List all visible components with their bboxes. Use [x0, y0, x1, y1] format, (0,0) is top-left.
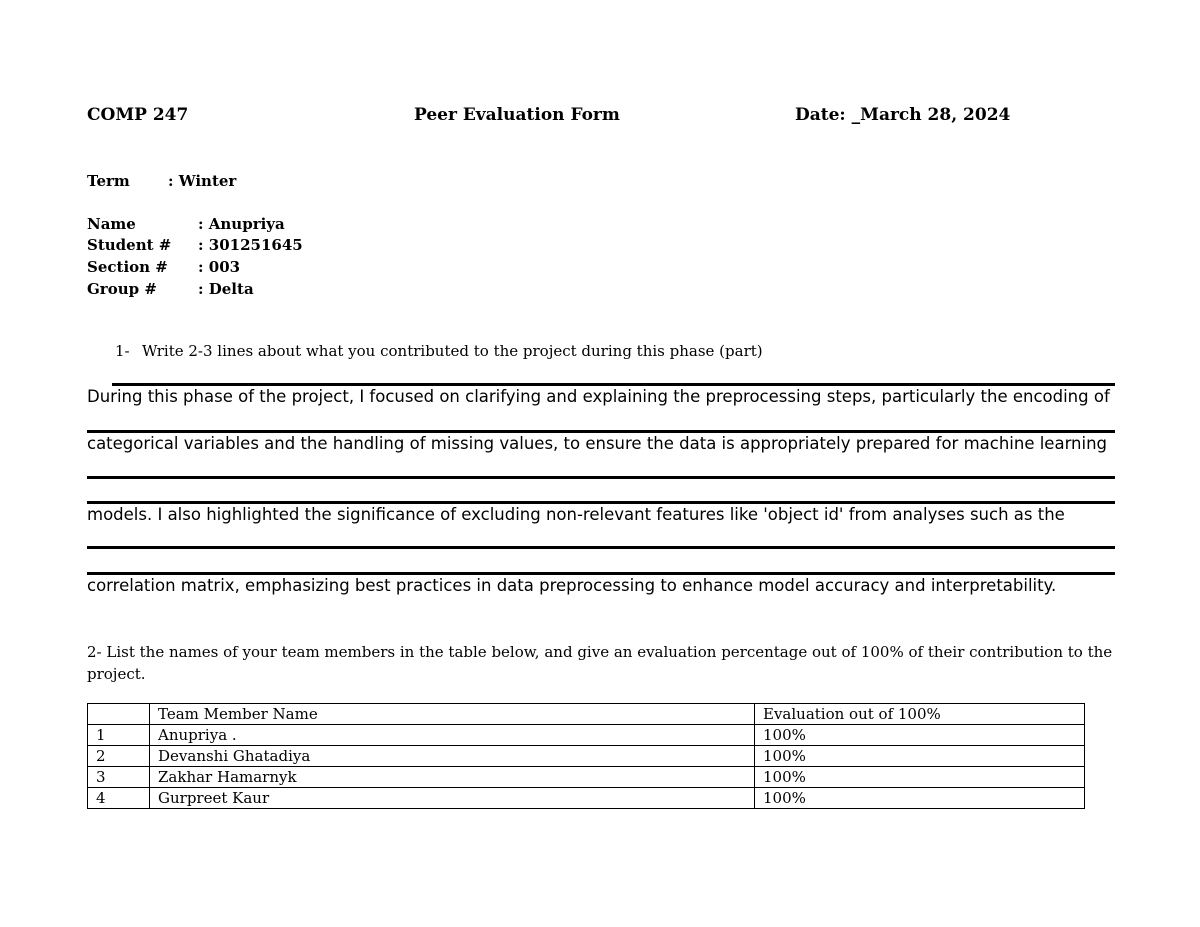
student-label: Student #	[87, 236, 172, 254]
section-label: Section #	[87, 258, 168, 276]
form-title: Peer Evaluation Form	[414, 105, 620, 125]
row-number: 4	[88, 788, 150, 809]
table-header-cell: Evaluation out of 100%	[755, 704, 1085, 725]
question-1-text: Write 2-3 lines about what you contributed to the project during this phase (part)	[142, 342, 763, 360]
group-label: Group #	[87, 280, 157, 298]
date-field: Date: _March 28, 2024	[795, 105, 1011, 125]
answer-line-2: categorical variables and the handling of missing values, to ensure the data is appropriately prepared for machine learning	[87, 434, 1108, 453]
question-2-text: 2- List the names of your team members in the table below, and give an evaluation percentage out of 100% of their contribution to the project.	[87, 643, 1113, 683]
row-number: 2	[88, 746, 150, 767]
member-name: Gurpreet Kaur	[150, 788, 755, 809]
answer-line-4: correlation matrix, emphasizing best practices in data preprocessing to enhance model accuracy and interpretability.	[87, 576, 1057, 595]
member-evaluation: 100%	[755, 746, 1085, 767]
table-header-cell	[88, 704, 150, 725]
table-header-cell: Team Member Name	[150, 704, 755, 725]
term-value: : Winter	[168, 172, 237, 190]
member-evaluation: 100%	[755, 725, 1085, 746]
table-row	[88, 788, 1085, 809]
answer-line-3: models. I also highlighted the significance of excluding non-relevant features like 'object id' from analyses such as the	[87, 505, 1065, 524]
table-header-row	[88, 704, 1085, 725]
form-header	[87, 105, 1117, 131]
term-label: Term	[87, 172, 130, 190]
member-name: Anupriya .	[150, 725, 755, 746]
course-code: COMP 247	[87, 105, 189, 125]
table-row	[88, 767, 1085, 788]
team-members-table	[87, 703, 1085, 809]
name-value: : Anupriya	[198, 215, 285, 233]
section-value: : 003	[198, 258, 241, 276]
member-evaluation: 100%	[755, 767, 1085, 788]
answer-rule	[87, 546, 1115, 549]
question-1-number: 1-	[115, 342, 130, 360]
student-value: : 301251645	[198, 236, 303, 254]
group-value: : Delta	[198, 280, 254, 298]
table-row	[88, 725, 1085, 746]
row-number: 1	[88, 725, 150, 746]
member-evaluation: 100%	[755, 788, 1085, 809]
answer-rule	[87, 476, 1115, 479]
member-name: Devanshi Ghatadiya	[150, 746, 755, 767]
row-number: 3	[88, 767, 150, 788]
name-label: Name	[87, 215, 136, 233]
member-name: Zakhar Hamarnyk	[150, 767, 755, 788]
table-row	[88, 746, 1085, 767]
answer-line-1: During this phase of the project, I focused on clarifying and explaining the preprocessing steps, particularly the encoding of	[87, 387, 1110, 406]
